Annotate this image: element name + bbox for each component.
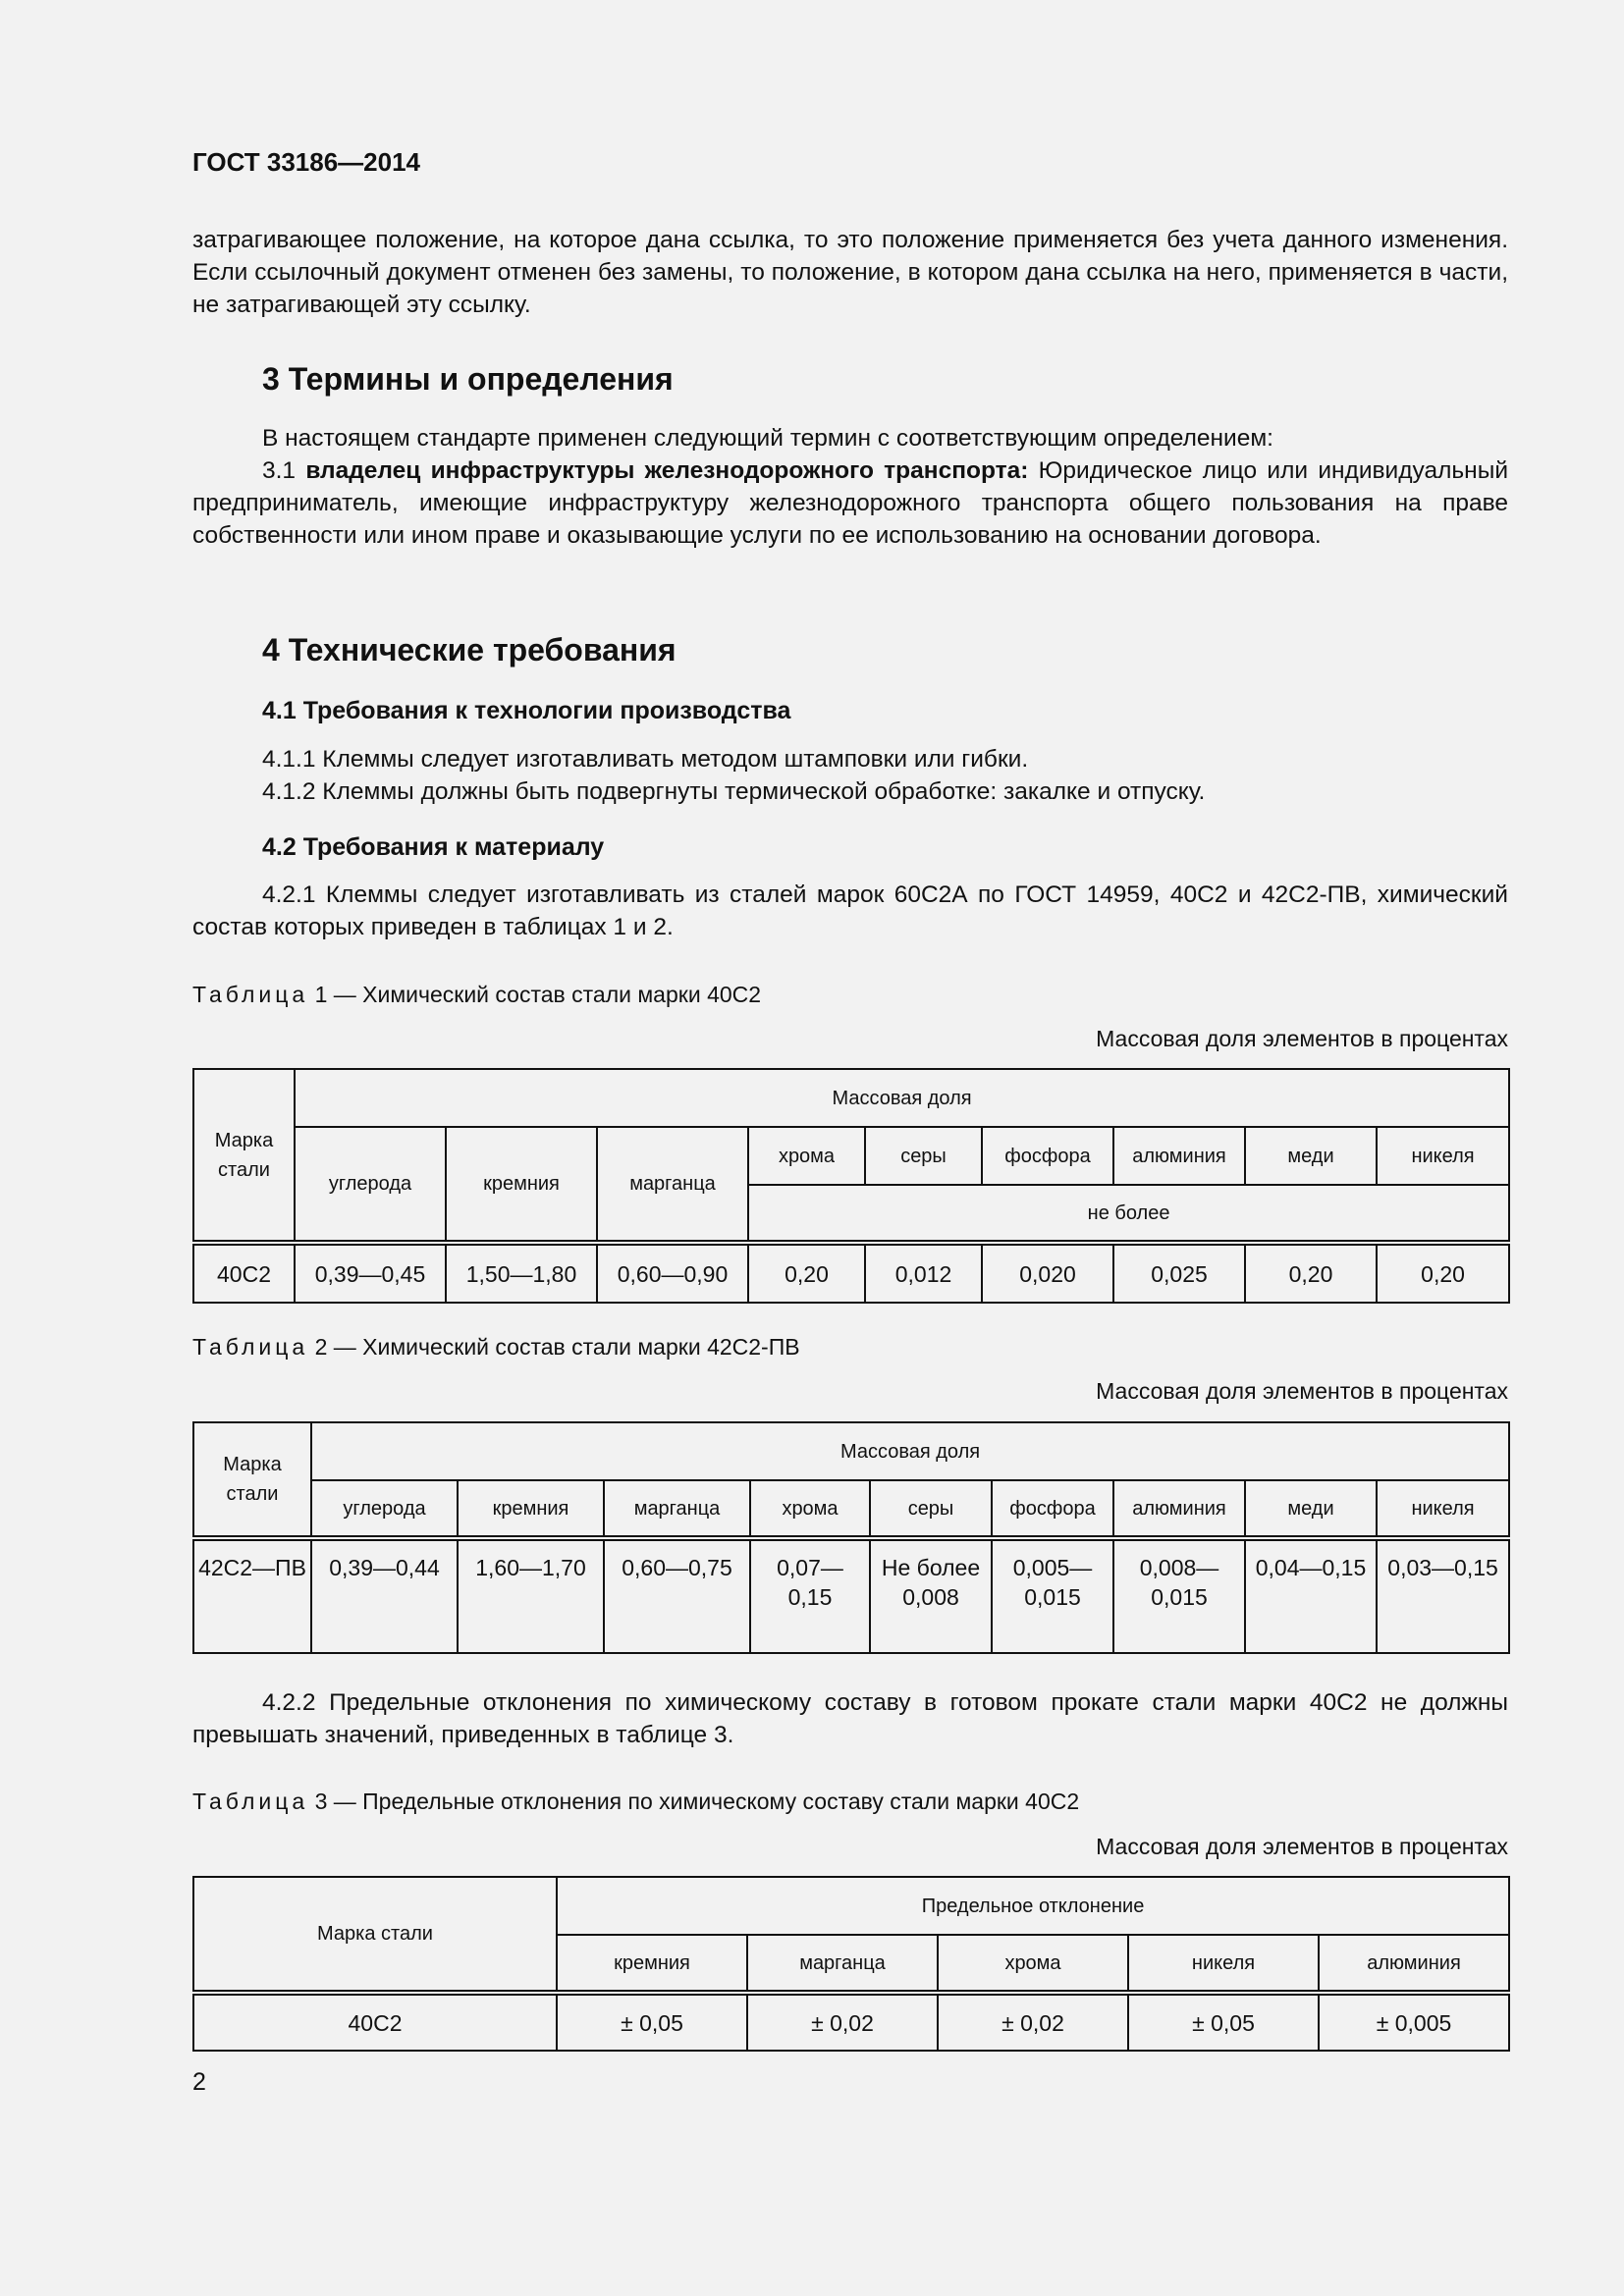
table-1-cell: 0,20 (748, 1243, 865, 1303)
table-2-caption-text: 2 — Химический состав стали марки 42С2-ПВ (308, 1334, 800, 1360)
table-2-caption-word: Таблица (192, 1334, 309, 1360)
section-3-title: 3 Термины и определения (262, 361, 674, 397)
table-2-cell: 42С2—ПВ (193, 1538, 311, 1653)
section-3-intro: В настоящем стандарте применен следующий термин с соответствующим определением: (262, 425, 1273, 452)
para-4-2-2 (192, 1686, 1508, 1751)
table-1-caption-word: Таблица (192, 982, 309, 1007)
table-3-group-header: Предельное отклонение (557, 1877, 1509, 1935)
table-row (193, 1538, 1509, 1653)
page-number: 2 (192, 2068, 206, 2096)
table-1-cell: 0,012 (865, 1243, 982, 1303)
para-4-1-1: 4.1.1 Клеммы следует изготавливать методом штамповки или гибки. (262, 746, 1029, 773)
table-2-cell: Не более 0,008 (870, 1538, 992, 1653)
table-row (193, 1243, 1509, 1303)
table-2-header: меди (1245, 1480, 1377, 1538)
table-2-col-mark: Марка стали (193, 1422, 311, 1538)
table-1-header-cu: меди (1245, 1127, 1377, 1185)
table-1-header-cr: хрома (748, 1127, 865, 1185)
table-3-caption-text: 3 — Предельные отклонения по химическому составу стали марки 40С2 (308, 1789, 1080, 1814)
table-1-cell: 0,025 (1113, 1243, 1245, 1303)
table-3-cell: ± 0,005 (1319, 1993, 1509, 2051)
table-2-cell: 0,39—0,44 (311, 1538, 458, 1653)
table-3-cell: ± 0,02 (938, 1993, 1128, 2051)
table-1-header-al: алюминия (1113, 1127, 1245, 1185)
table-2-header: марганца (604, 1480, 750, 1538)
table-1-unit: Массовая доля элементов в процентах (1096, 1026, 1508, 1051)
para-4-2-1-text: 4.2.1 Клеммы следует изготавливать из сталей марок 60С2А по ГОСТ 14959, 40С2 и 42С2-ПВ, химический состав которых приведен в таблицах 1 и 2. (192, 881, 1508, 940)
table-3-header: марганца (747, 1935, 938, 1993)
table-2-caption (192, 1334, 800, 1361)
document-code: ГОСТ 33186—2014 (192, 147, 420, 177)
para-4-2-1 (192, 879, 1508, 943)
term-text: Юридическое лицо или индивидуальный предприниматель, имеющие инфраструктуру железнодорожного транспорта общего пользования на праве собственности или ином праве и оказывающие услуги по ее использованию на основании договора. (192, 457, 1508, 549)
term-number: 3.1 (262, 457, 306, 484)
table-3 (192, 1876, 1510, 2052)
section-4-1-body (192, 743, 1508, 808)
table-2-cell: 0,008—0,015 (1113, 1538, 1245, 1653)
table-2-header: никеля (1377, 1480, 1509, 1538)
section-4-1-title: 4.1 Требования к технологии производства (262, 697, 791, 724)
table-2-group-header: Массовая доля (311, 1422, 1509, 1480)
table-1-header-c: углерода (295, 1127, 446, 1243)
table-1-col-mark: Марка стали (193, 1069, 295, 1243)
table-1-header-mn: марганца (597, 1127, 748, 1243)
para-4-1-2: 4.1.2 Клеммы должны быть подвергнуты термической обработке: закалке и отпуску. (262, 778, 1206, 805)
table-1-caption-text: 1 — Химический состав стали марки 40С2 (308, 982, 762, 1007)
table-1-header-ni: никеля (1377, 1127, 1509, 1185)
table-2-header: алюминия (1113, 1480, 1245, 1538)
table-2-cell: 0,03—0,15 (1377, 1538, 1509, 1653)
table-1-not-more: не более (748, 1185, 1509, 1243)
table-row (193, 1993, 1509, 2051)
intro-text: затрагивающее положение, на которое дана ссылка, то это положение применяется без учета данного изменения. Если ссылочный документ отменен без замены, то положение, в котором дана ссылка на него, применяется в части, не затрагивающей эту ссылку. (192, 227, 1508, 318)
intro-paragraph (192, 224, 1508, 321)
table-1-cell: 0,20 (1245, 1243, 1377, 1303)
section-4-title: 4 Технические требования (262, 632, 677, 667)
table-3-header: хрома (938, 1935, 1128, 1993)
term-name: владелец инфраструктуры железнодорожного транспорта: (305, 457, 1029, 484)
table-3-cell: 40С2 (193, 1993, 557, 2051)
table-3-cell: ± 0,05 (557, 1993, 747, 2051)
term-definition (192, 454, 1508, 552)
table-2-cell: 0,04—0,15 (1245, 1538, 1377, 1653)
table-1-header-si: кремния (446, 1127, 597, 1243)
table-1-cell: 0,60—0,90 (597, 1243, 748, 1303)
table-3-header: алюминия (1319, 1935, 1509, 1993)
table-1-cell: 40С2 (193, 1243, 295, 1303)
table-1-cell: 0,20 (1377, 1243, 1509, 1303)
table-2-header: серы (870, 1480, 992, 1538)
table-1-caption (192, 982, 761, 1008)
table-3-cell: ± 0,05 (1128, 1993, 1319, 2051)
table-2-header: углерода (311, 1480, 458, 1538)
table-3-col-mark: Марка стали (193, 1877, 557, 1993)
table-2-cell: 0,005—0,015 (992, 1538, 1113, 1653)
section-3-body (192, 422, 1508, 552)
table-1-cell: 0,020 (982, 1243, 1113, 1303)
table-2-unit: Массовая доля элементов в процентах (1096, 1378, 1508, 1404)
table-2-header: кремния (458, 1480, 604, 1538)
table-1-cell: 0,39—0,45 (295, 1243, 446, 1303)
table-2-cell: 1,60—1,70 (458, 1538, 604, 1653)
table-3-cell: ± 0,02 (747, 1993, 938, 2051)
table-1-header-s: серы (865, 1127, 982, 1185)
table-3-unit: Массовая доля элементов в процентах (1096, 1834, 1508, 1859)
table-1-header-p: фосфора (982, 1127, 1113, 1185)
table-2-header: хрома (750, 1480, 870, 1538)
table-2-cell: 0,07—0,15 (750, 1538, 870, 1653)
table-3-header: кремния (557, 1935, 747, 1993)
table-3-header: никеля (1128, 1935, 1319, 1993)
table-3-caption (192, 1789, 1079, 1815)
section-4-2-title: 4.2 Требования к материалу (262, 833, 605, 861)
table-2-header: фосфора (992, 1480, 1113, 1538)
table-2-cell: 0,60—0,75 (604, 1538, 750, 1653)
table-1 (192, 1068, 1510, 1304)
table-1-group-header: Массовая доля (295, 1069, 1509, 1127)
table-2 (192, 1421, 1510, 1654)
table-3-caption-word: Таблица (192, 1789, 309, 1814)
table-1-cell: 1,50—1,80 (446, 1243, 597, 1303)
para-4-2-2-text: 4.2.2 Предельные отклонения по химическому составу в готовом прокате стали марки 40С2 не должны превышать значений, приведенных в таблице 3. (192, 1689, 1508, 1748)
